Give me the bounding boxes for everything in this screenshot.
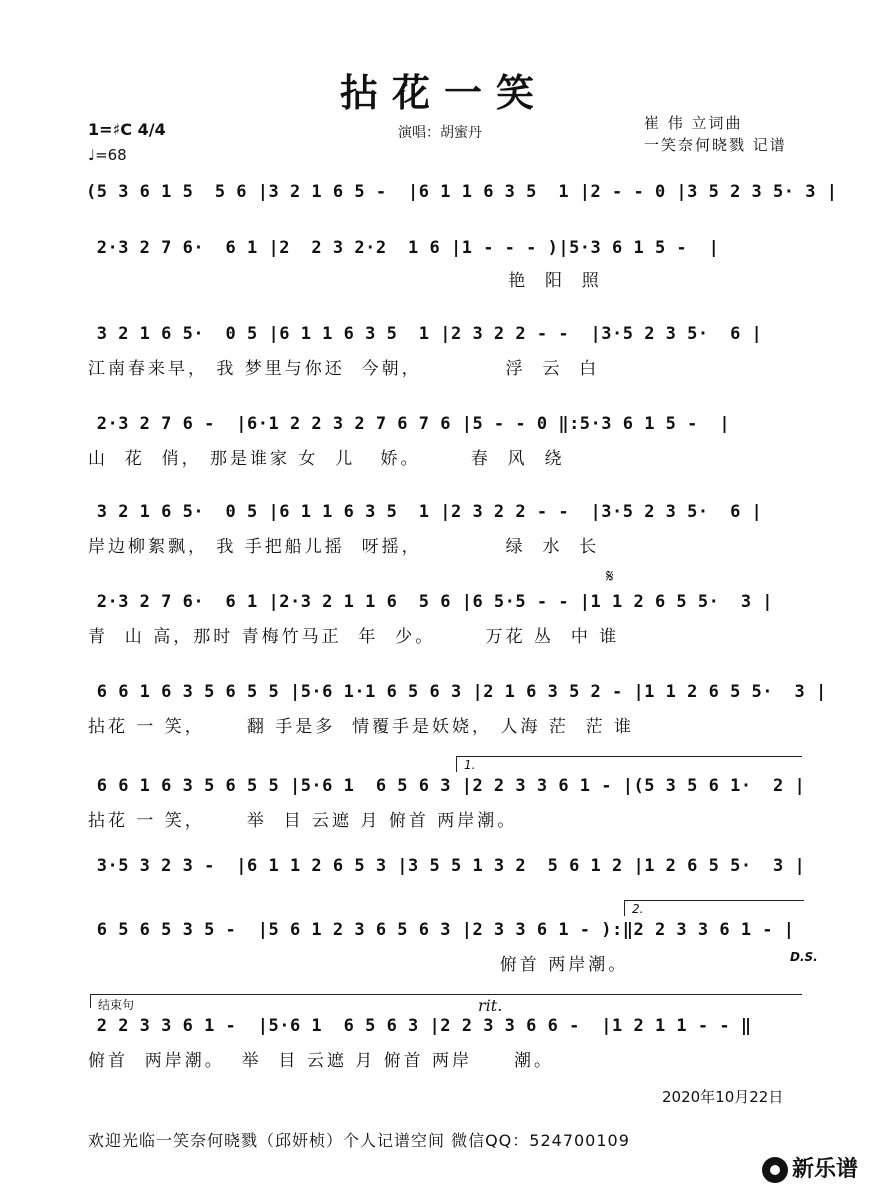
score-line-5: 3 2 1 6 5· 0 5 |6 1 1 6 3 5 1 |2 3 2 2 - - |3·5 2 3 5· 6 | xyxy=(86,502,763,522)
lyricist-credit: 崔 伟 立词曲 xyxy=(644,114,743,132)
logo-icon xyxy=(762,1157,788,1183)
lyric-line-4: 山 花 俏， 那是谁家 女 儿 娇。 春 风 绕 xyxy=(88,449,565,469)
score-line-6: 2·3 2 7 6· 6 1 |2·3 2 1 1 6 5 6 |6 5·5 - - |1 1 2 6 5 5· 3 | xyxy=(86,592,774,612)
ds-mark: D.S. xyxy=(790,950,818,964)
score-line-2: 2·3 2 7 6· 6 1 |2 2 3 2·2 1 6 |1 - - - )|5·3 6 1 5 - | xyxy=(86,238,720,258)
score-line-3: 3 2 1 6 5· 0 5 |6 1 1 6 3 5 1 |2 3 2 2 - - |3·5 2 3 5· 6 | xyxy=(86,324,763,344)
volta-2-bracket xyxy=(624,900,804,901)
segno-mark: 𝄋 xyxy=(606,566,614,587)
lyric-line-10: 俯首 两岸潮。 xyxy=(88,955,629,975)
logo-text: 新乐谱 xyxy=(792,1157,859,1182)
score-line-9: 3·5 3 2 3 - |6 1 1 2 6 5 3 |3 5 5 1 3 2 5 6 1 2 |1 2 6 5 5· 3 | xyxy=(86,856,806,876)
lyric-line-6: 青 山 高，那时 青梅竹马正 年 少。 万花 丛 中 谁 xyxy=(88,627,620,647)
lyric-line-7: 拈花 一 笑， 翻 手是多 情覆手是妖娆， 人海 茫 茫 谁 xyxy=(88,717,635,737)
lyric-line-2: 艳 阳 照 xyxy=(88,271,602,291)
volta-1-edge xyxy=(456,756,457,772)
lyric-line-3: 江南春来早， 我 梦里与你还 今朝， 浮 云 白 xyxy=(88,359,600,379)
score-line-4: 2·3 2 7 6 - |6·1 2 2 3 2 7 6 7 6 |5 - - 0 ‖:5·3 6 1 5 - | xyxy=(86,414,731,434)
tempo-marking: ♩=68 xyxy=(88,146,127,164)
volta-1-bracket xyxy=(456,756,802,757)
score-date: 2020年10月22日 xyxy=(662,1088,784,1106)
site-logo xyxy=(762,1152,858,1183)
score-line-10: 6 5 6 5 3 5 - |5 6 1 2 3 6 5 6 3 |2 3 3 6 1 - ):‖2 2 3 3 6 1 - | xyxy=(86,920,795,940)
score-title: 拈花一笑 xyxy=(339,70,548,115)
transcriber-credit: 一笑奈何晓戮 记谱 xyxy=(644,136,787,154)
score-line-8: 6 6 1 6 3 5 6 5 5 |5·6 1 6 5 6 3 |2 2 3 3 6 1 - |(5 3 5 6 1· 2 | xyxy=(86,776,806,796)
volta-2-edge xyxy=(624,900,625,916)
volta-2-label: 2. xyxy=(632,902,644,916)
score-line-11: 2 2 3 3 6 1 - |5·6 1 6 5 6 3 |2 2 3 3 6 6 - |1 2 1 1 - - ‖ xyxy=(86,1016,752,1036)
score-line-1: (5 3 6 1 5 5 6 |3 2 1 6 5 - |6 1 1 6 3 5 1 |2 - - 0 |3 5 2 3 5· 3 | xyxy=(86,182,838,202)
lyric-line-8: 拈花 一 笑， 举 目 云遮 月 俯首 两岸潮。 xyxy=(88,811,518,831)
volta-1-label: 1. xyxy=(464,758,476,772)
lyric-line-5: 岸边柳絮飘， 我 手把船儿摇 呀摇， 绿 水 长 xyxy=(88,537,600,557)
lyric-line-11: 俯首 两岸潮。 举 目 云遮 月 俯首 两岸 潮。 xyxy=(88,1051,555,1071)
singer-credit: 演唱：胡蜜丹 xyxy=(398,125,482,141)
coda-edge xyxy=(90,994,91,1008)
welcome-text: 欢迎光临一笑奈何晓戮（邱妍桢）个人记谱空间 微信QQ：524700109 xyxy=(88,1131,630,1150)
key-signature: 1=♯C 4/4 xyxy=(88,120,166,139)
coda-label: 结束句 xyxy=(98,998,135,1012)
rit-mark: rit. xyxy=(478,996,503,1015)
score-line-7: 6 6 1 6 3 5 6 5 5 |5·6 1·1 6 5 6 3 |2 1 6 3 5 2 - |1 1 2 6 5 5· 3 | xyxy=(86,682,827,702)
coda-bracket xyxy=(90,994,802,995)
